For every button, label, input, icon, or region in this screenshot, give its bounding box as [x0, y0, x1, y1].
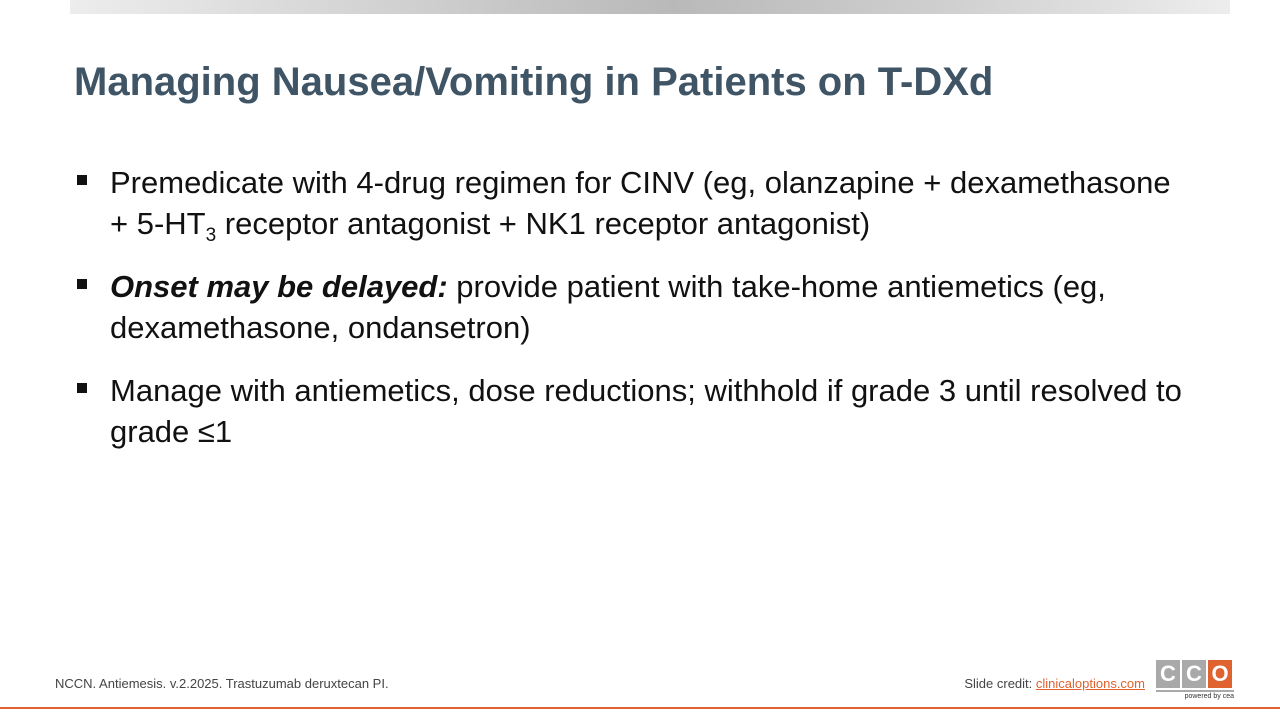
bullet-text: provide patient with take-home antiemetics (eg, dexamethasone, ondansetron) — [110, 269, 1106, 345]
bullet-text: Premedicate with 4-drug regimen for CINV (eg, olanzapine + dexamethasone + 5-HT — [110, 165, 1171, 241]
square-bullet-icon — [77, 383, 87, 393]
logo-tagline: powered by cea — [1184, 693, 1234, 700]
cco-logo — [1156, 660, 1234, 706]
logo-letter-c2: C — [1182, 660, 1206, 688]
bullet-item-onset — [74, 266, 1194, 348]
logo-letters — [1156, 660, 1234, 688]
credit-label: Slide credit: — [964, 676, 1036, 691]
bullet-subscript: 3 — [205, 225, 217, 247]
bullet-emphasis: Onset may be delayed: — [110, 269, 448, 304]
slide-credit — [964, 676, 1145, 691]
top-decorative-bar — [70, 0, 1230, 14]
square-bullet-icon — [77, 175, 87, 185]
bullet-list — [74, 162, 1194, 474]
reference-footnote: NCCN. Antiemesis. v.2.2025. Trastuzumab deruxtecan PI. — [55, 676, 389, 691]
slide-title: Managing Nausea/Vomiting in Patients on T-DXd — [74, 60, 994, 104]
bullet-text: Manage with antiemetics, dose reductions; withhold if grade 3 until resolved to grade ≤1 — [110, 373, 1182, 449]
bottom-accent-line — [0, 707, 1280, 709]
logo-underline — [1156, 690, 1234, 692]
bullet-item-manage — [74, 370, 1194, 452]
logo-letter-o: O — [1208, 660, 1232, 688]
square-bullet-icon — [77, 279, 87, 289]
bullet-text-continued: receptor antagonist + NK1 receptor antagonist) — [216, 206, 871, 241]
bullet-item-premedicate — [74, 162, 1194, 247]
credit-link[interactable]: clinicaloptions.com — [1035, 676, 1145, 691]
logo-letter-c1: C — [1156, 660, 1180, 688]
